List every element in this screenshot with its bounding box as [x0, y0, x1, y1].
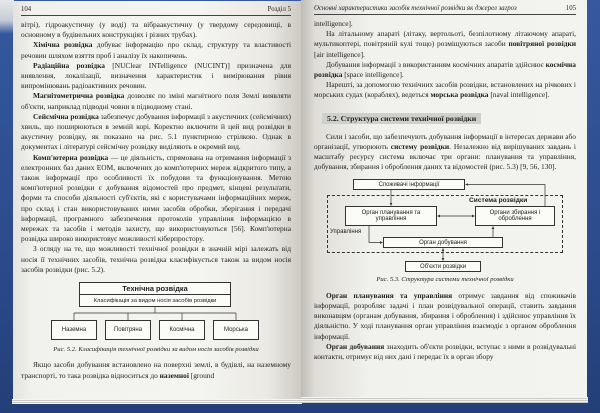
paragraph-space: [314, 60, 576, 80]
system-label: Система розвідки: [469, 196, 528, 204]
acquisition-box: Орган добування: [383, 237, 503, 248]
right-running-head: Основні характеристики засобів технічної розвідки як джерел загроз: [314, 5, 517, 12]
left-page-content: [21, 6, 291, 381]
term-bold: систему розвідки: [390, 141, 450, 151]
paragraph-text: [NUClear INTelligence (NUCINT)] призначена для виявлення, локалізації, визначення характеристик і вимірювання рівня випромінювань радіоактивних речовин.: [21, 60, 292, 91]
paragraph-text: Добування інформації з використанням космічних апаратів здійснює: [326, 59, 546, 69]
left-page-number: 104: [21, 6, 32, 13]
paragraph-seismic: [21, 112, 291, 153]
paragraph-text: вітрі), гідроакустичну (у воді) та вібраакустичну (у твердому середовищі, в основному в будівельних конструкціях і різних трубах).: [21, 20, 291, 40]
planning-box: Орган планування та управління: [345, 206, 437, 226]
technical-intelligence-box: [79, 282, 231, 307]
paragraph-text: На літальному апараті (літаку, вертольоті, безпілотному літаючому апараті, мультикоптері, повітряній кулі тощо) розміщуються засоби: [314, 29, 576, 49]
paragraph-text: знаходить об'єкти розвідки, вступає з ними в розвідувальні контакти, отримує від них дані і передає їх в орган збору: [314, 341, 577, 362]
background-corner: [0, 0, 14, 34]
paragraph-text: — це діяльність, спрямована на отримання інформації з електронних баз даних ЕОМ, включених до комп'ютерних мереж відкритого типу, а також інформації про особливості їх побудови та функціонування. Метою комп'ютерної розвідки є добування відомостей про предмет, кінцеві результати, форми та способи діяльності суб'єктів, які є користувачами інформаційних мереж, про склад і стан використовуваних ними засобів обробки, зберігання і передачі інформації, програмного забезпечення протоколів управління інформацією в мережах та засобів і методів захисту, що використовуються [56]. Комп'ютерна розвідка широко використовує можливості кіберпростору.: [21, 152, 291, 244]
figure-5-3: [327, 179, 563, 273]
term-bold: Орган добування: [326, 341, 385, 351]
paragraph-text: З огляду на те, що можливості технічної розвідки в значній мірі залежать від носія її технічних засобів, технічна розвідка класифікується також за видом носія засобів розвідки (рис. 5.2).: [21, 244, 291, 274]
left-page: [13, 1, 301, 399]
arrow-planning-to-acquisition: [369, 226, 383, 243]
term-bold: наземної: [159, 370, 189, 380]
right-page-edges: [300, 397, 588, 403]
paragraph-text: Сили і засоби, що забезпечують добування інформації в інтересах держави або організації, утворюють: [314, 131, 576, 151]
paragraph-text: intelligence].: [314, 19, 353, 28]
term-bold: Комп'ютерна розвідка: [33, 152, 109, 162]
root-subtitle: Класифікація за видом носія засобів розвідки: [93, 297, 217, 304]
left-running-head: Розділ 5: [267, 6, 291, 13]
term-bold: Орган планування та управління: [326, 290, 453, 300]
term-bold: повітряної розвідки: [508, 39, 576, 49]
paragraph-text: отримує завдання від споживачів інформації, розробляє задачі і план розвідувальної операції, ставить завдання виконавцям (органам добування, збирання і оброблення) і здійснює управління їх діяльністю. У ході планування орган управління взаємодіє з органом оброблення інформації.: [314, 290, 576, 341]
paragraph-text: Якщо засоби добування встановлено на поверхні землі, в будівлі, на наземному транспорті, то така розвідка відноситься до: [21, 360, 291, 380]
section-heading: 5.2. Структура системи технічної розвідки: [322, 113, 481, 124]
term-bold: космічна розвідка: [314, 59, 576, 80]
paragraph-text: . Незалежно від вирішуваних завдань і масштабу ресурсу система включає три органи: планування та управління, добування, збирання і оброблення даних та відомостей (рис. 5.3) [9, 56, 130].: [314, 141, 576, 172]
paragraph-text: Нарешті, за допомогою технічних засобів розвідки, встановлених на річкових і морських судах (кораблях), ведеться: [314, 80, 576, 100]
right-page-content: [314, 5, 576, 362]
control-label: Управління: [330, 229, 362, 236]
consumers-box: Споживачі інформації: [353, 179, 465, 190]
figure-5-2-caption: Рис. 5.2. Класифікація технічної розвідки за видом носія засобів розвідки: [53, 346, 259, 354]
paragraph-ground: [21, 360, 291, 380]
paragraph-text: [air intelligence].: [314, 49, 365, 59]
paragraph-chemical: [21, 40, 291, 60]
paragraph-carrier-intro: [21, 244, 291, 275]
paragraph-text: [space intelligence].: [342, 70, 404, 80]
paragraph-text: [naval intelligence].: [488, 90, 550, 100]
figure-5-2: [51, 282, 261, 342]
paragraph-continuation: [314, 19, 576, 29]
section-heading-wrap: [322, 108, 576, 126]
term-bold: Радіаційна розвідка: [33, 60, 105, 70]
ground-box: Наземна: [51, 320, 97, 340]
paragraph-text: дозволяє по зміні магнітного поля Землі виявляти об'єкти, наприклад підводні човни в підводному стані.: [21, 91, 292, 111]
paragraph-planning-body: [314, 291, 576, 342]
space-box: Космічна: [159, 320, 205, 340]
root-title: Технічна розвідка: [80, 283, 230, 295]
paragraph-naval: [314, 80, 576, 100]
paragraph-text: забезпечує добування інформації з акустичних (сейсмічних) хвиль, що поширюються в земній корі. Коректно включити й цей вид розвідки в акустичну розвідку, як показано на рис. 5.1 пунктирною стрілкою. Однак в документах і літературі сейсмічну розвідку виділяють в окремий вид.: [21, 111, 291, 152]
processing-box: Органи збирання і оброблення: [475, 206, 555, 226]
term-bold: морська розвідка: [430, 90, 489, 100]
right-page: [301, 0, 587, 397]
paragraph-air: [314, 29, 576, 60]
naval-box: Морська: [213, 320, 259, 340]
paragraph-system: [314, 132, 576, 173]
figure-5-3-arrows: [327, 179, 563, 273]
air-box: Повітряна: [105, 320, 151, 340]
paragraph-radiation: [21, 61, 291, 92]
paragraph-continuation: [21, 20, 291, 40]
paragraph-magnetometric: [21, 91, 291, 111]
right-running-header: [314, 5, 576, 15]
figure-5-3-caption: Рис. 5.3. Структура системи технічної розвідки: [376, 276, 514, 284]
paragraph-text: добуває інформацію про склад, структуру та властивості речовин шляхом взяття проб і аналізу їх накопичень.: [21, 40, 291, 60]
term-bold: Хімічна розвідка: [33, 40, 93, 50]
paragraph-text: [ground: [188, 370, 215, 380]
paragraph-acquisition-body: [314, 342, 576, 362]
term-bold: Сейсмічна розвідка: [33, 111, 99, 121]
left-running-header: [21, 6, 291, 16]
term-bold: Магнітометрична розвідка: [33, 91, 125, 101]
left-page-edges: [12, 399, 302, 404]
paragraph-computer: [21, 153, 291, 245]
right-page-number: 105: [565, 5, 576, 12]
objects-box: Об'єкти розвідки: [405, 261, 481, 272]
